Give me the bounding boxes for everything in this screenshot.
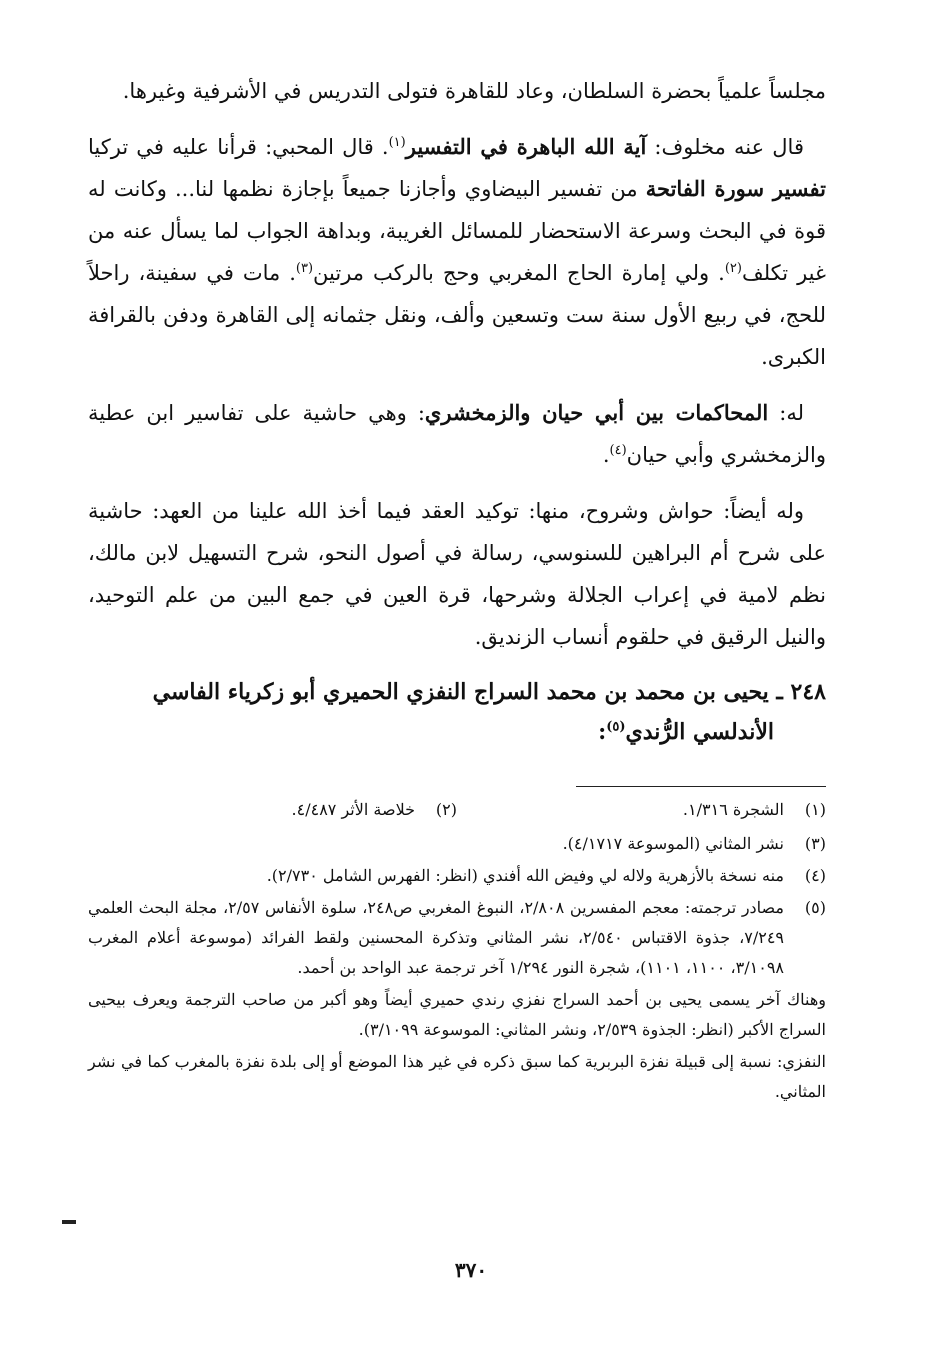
footnote-ref-4: (٤) <box>609 443 627 458</box>
footnote-text: منه نسخة بالأزهرية ولاله لي وفيض الله أفندي (انظر: الفهرس الشامل ٢/٧٣٠). <box>266 866 784 885</box>
text-run: قال عنه مخلوف: <box>646 135 804 159</box>
footnote-number: (٢) <box>435 800 457 819</box>
text-run: . مات في سفينة، راحلاً للحج، في ربيع الأول سنة ست وتسعين وألف، ونقل جثمانه إلى القاهرة ودفن بالقرافة الكبرى. <box>88 261 826 369</box>
footnote-ref-3: (٣) <box>295 261 314 276</box>
footnote-number: (٥) <box>804 898 826 917</box>
footnote-text: نشر المثاني (الموسوعة ٤/١٧١٧). <box>562 834 784 853</box>
footnote-text: مصادر ترجمته: معجم المفسرين ٢/٨٠٨، النبوغ المغربي ص٢٤٨، سلوة الأنفاس ٢/٥٧، مجلة البحث العلمي ٧/٢٤٩، جذوة الاقتباس ٢/٥٤٠، نشر المثاني وتذكرة المحسنين ولقط الفرائد (موسوعة أعلام المغرب ٣/١٠٩٨، ١١٠٠، ١١٠١)، شجرة النور ١/٢٩٤ آخر ترجمة عبد الواحد بن أحمد. <box>88 898 785 977</box>
footnote-3 <box>88 829 826 859</box>
footnote-4 <box>88 861 826 891</box>
entry-heading-text: الأندلسي الرُّندي <box>625 719 774 745</box>
entry-heading-line2 <box>88 712 826 752</box>
text-run: . ولي إمارة الحاج المغربي وحج بالركب مرتين <box>313 261 725 285</box>
text-run: : وهي حاشية على تفاسير ابن عطية والزمخشري وأبي حيان <box>88 401 826 467</box>
footnote-2 <box>88 795 457 825</box>
paragraph-works <box>88 392 826 476</box>
entry-heading <box>88 672 826 752</box>
paragraph-makhlouf <box>88 126 826 378</box>
main-text <box>88 70 826 752</box>
footnote-1 <box>457 795 826 825</box>
footnotes <box>88 795 826 1107</box>
entry-heading-colon: : <box>598 719 607 745</box>
footnote-5-nafzi-note: النفزي: نسبة إلى قبيلة نفزة البربرية كما سبق ذكره في غير هذا الموضع أو إلى بلدة نفزة بالمغرب كما في نشر المثاني. <box>88 1052 826 1101</box>
footnote-text: خلاصة الأثر ٤/٤٨٧. <box>291 800 415 819</box>
footnote-separator <box>576 786 826 787</box>
page-body <box>88 70 826 1107</box>
paragraph-continuation: مجلساً علمياً بحضرة السلطان، وعاد للقاهرة فتولى التدريس في الأشرفية وغيرها. <box>122 79 826 103</box>
footnote-ref-1: (١) <box>388 135 406 150</box>
footnote-ref-2: (٢) <box>724 261 742 276</box>
footnote-5-continuation: وهناك آخر يسمى يحيى بن أحمد السراج نفزي رندي حميري أيضاً وهو أكبر من صاحب الترجمة ويعرف بيحيى السراج الأكبر (انظر: الجذوة ٢/٥٣٩، ونشر المثاني: الموسوعة ٣/١٠٩٩). <box>88 990 826 1039</box>
footnote-5 <box>88 893 826 983</box>
text-run: . قال المحبي: قرأنا عليه في تركيا <box>88 135 389 159</box>
text-run: له: <box>768 401 804 425</box>
footnote-text: الشجرة ١/٣١٦. <box>682 800 784 819</box>
footnote-number: (٣) <box>804 834 826 853</box>
bold-phrase: آية الله الباهرة في التفسير <box>405 134 647 159</box>
paragraph-other-works: وله أيضاً: حواش وشروح، منها: توكيد العقد فيما أخذ الله علينا من العهد: حاشية على شرح أم البراهين للسنوسي، رسالة في أصول النحو، شرح التسهيل لابن مالك، نظم لامية في إعراب الجلالة وشرحها، قرة العين في جمع البين من علم التوحيد، والنيل الرقيق في حلقوم أنساب الزنديق. <box>88 499 826 649</box>
bold-phrase: تفسير سورة الفاتحة <box>645 176 827 201</box>
footnote-number: (١) <box>804 800 826 819</box>
footnote-ref-5: (٥) <box>606 719 626 735</box>
text-run: . <box>602 443 610 467</box>
footnote-number: (٤) <box>804 866 826 885</box>
bold-title: المحاكمات بين أبي حيان والزمخشري <box>424 400 769 425</box>
page-number: ٣٧٠ <box>454 1258 488 1282</box>
margin-mark <box>62 1220 76 1224</box>
text-run: من تفسير البيضاوي وأجازنا جميعاً بإجازة نظمها لنا... وكانت له قوة في البحث وسرعة الاستحضار للمسائل الغريبة، وبداهة الجواب لما يسأل عنه من غير تكلف <box>88 177 826 285</box>
entry-heading-line1: ٢٤٨ ـ يحيى بن محمد بن محمد السراج النفزي الحميري أبو زكرياء الفاسي <box>152 679 826 705</box>
footnote-pair-1-2 <box>88 795 826 825</box>
